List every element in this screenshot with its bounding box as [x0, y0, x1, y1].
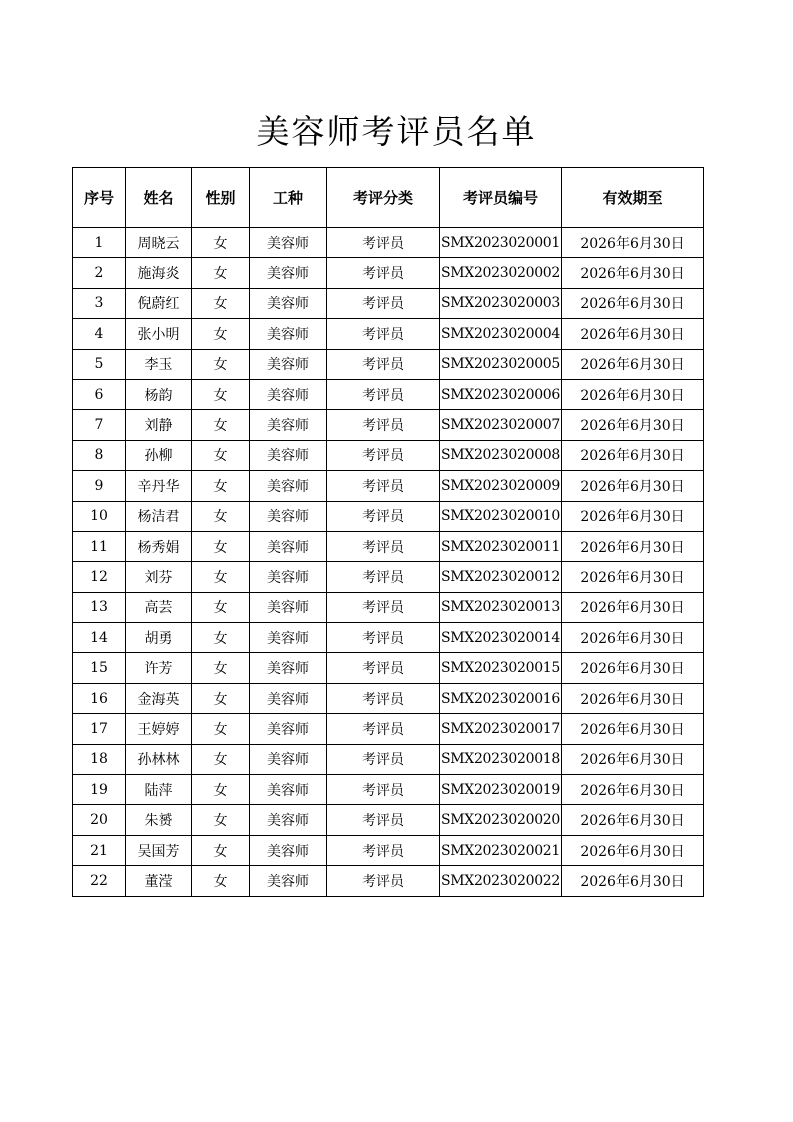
cell-valid-until: 2026年6月30日 [562, 410, 704, 440]
cell-no: 22 [73, 866, 126, 896]
cell-code: SMX2023020001 [440, 228, 562, 258]
table-row [73, 410, 704, 440]
cell-trade: 美容师 [250, 410, 327, 440]
table-row [73, 805, 704, 835]
cell-category: 考评员 [327, 683, 440, 713]
table-row [73, 683, 704, 713]
cell-trade: 美容师 [250, 623, 327, 653]
cell-name: 吴国芳 [126, 835, 192, 865]
cell-code: SMX2023020003 [440, 288, 562, 318]
cell-code: SMX2023020011 [440, 531, 562, 561]
cell-code: SMX2023020019 [440, 775, 562, 805]
cell-gender: 女 [192, 805, 250, 835]
cell-name: 陆萍 [126, 775, 192, 805]
cell-trade: 美容师 [250, 379, 327, 409]
table-row [73, 349, 704, 379]
cell-trade: 美容师 [250, 471, 327, 501]
cell-gender: 女 [192, 258, 250, 288]
cell-valid-until: 2026年6月30日 [562, 379, 704, 409]
cell-category: 考评员 [327, 228, 440, 258]
cell-gender: 女 [192, 501, 250, 531]
table-row [73, 228, 704, 258]
cell-code: SMX2023020014 [440, 623, 562, 653]
cell-valid-until: 2026年6月30日 [562, 775, 704, 805]
cell-gender: 女 [192, 683, 250, 713]
cell-gender: 女 [192, 562, 250, 592]
cell-gender: 女 [192, 623, 250, 653]
cell-category: 考评员 [327, 835, 440, 865]
cell-trade: 美容师 [250, 744, 327, 774]
cell-gender: 女 [192, 379, 250, 409]
cell-trade: 美容师 [250, 319, 327, 349]
cell-no: 12 [73, 562, 126, 592]
cell-code: SMX2023020020 [440, 805, 562, 835]
cell-trade: 美容师 [250, 592, 327, 622]
table-row [73, 501, 704, 531]
cell-valid-until: 2026年6月30日 [562, 592, 704, 622]
cell-valid-until: 2026年6月30日 [562, 562, 704, 592]
cell-trade: 美容师 [250, 531, 327, 561]
cell-gender: 女 [192, 349, 250, 379]
cell-name: 孙柳 [126, 440, 192, 470]
cell-valid-until: 2026年6月30日 [562, 319, 704, 349]
table-row [73, 288, 704, 318]
cell-category: 考评员 [327, 258, 440, 288]
cell-trade: 美容师 [250, 562, 327, 592]
table-row [73, 744, 704, 774]
cell-name: 孙林林 [126, 744, 192, 774]
cell-no: 21 [73, 835, 126, 865]
cell-category: 考评员 [327, 501, 440, 531]
cell-code: SMX2023020015 [440, 653, 562, 683]
cell-code: SMX2023020016 [440, 683, 562, 713]
cell-valid-until: 2026年6月30日 [562, 805, 704, 835]
cell-category: 考评员 [327, 653, 440, 683]
cell-trade: 美容师 [250, 714, 327, 744]
cell-gender: 女 [192, 288, 250, 318]
cell-trade: 美容师 [250, 805, 327, 835]
cell-trade: 美容师 [250, 866, 327, 896]
table-row [73, 562, 704, 592]
cell-name: 倪蔚红 [126, 288, 192, 318]
cell-code: SMX2023020005 [440, 349, 562, 379]
cell-gender: 女 [192, 775, 250, 805]
table-row [73, 623, 704, 653]
cell-category: 考评员 [327, 471, 440, 501]
table-row [73, 592, 704, 622]
table-row [73, 258, 704, 288]
cell-no: 14 [73, 623, 126, 653]
cell-category: 考评员 [327, 744, 440, 774]
cell-valid-until: 2026年6月30日 [562, 866, 704, 896]
cell-no: 3 [73, 288, 126, 318]
cell-trade: 美容师 [250, 288, 327, 318]
cell-category: 考评员 [327, 805, 440, 835]
cell-no: 10 [73, 501, 126, 531]
header-category: 考评分类 [327, 168, 440, 228]
cell-category: 考评员 [327, 623, 440, 653]
cell-name: 李玉 [126, 349, 192, 379]
cell-code: SMX2023020009 [440, 471, 562, 501]
cell-code: SMX2023020013 [440, 592, 562, 622]
cell-name: 张小明 [126, 319, 192, 349]
cell-gender: 女 [192, 592, 250, 622]
cell-valid-until: 2026年6月30日 [562, 714, 704, 744]
cell-gender: 女 [192, 744, 250, 774]
cell-trade: 美容师 [250, 683, 327, 713]
cell-valid-until: 2026年6月30日 [562, 623, 704, 653]
header-name: 姓名 [126, 168, 192, 228]
cell-no: 2 [73, 258, 126, 288]
table-row [73, 471, 704, 501]
cell-gender: 女 [192, 228, 250, 258]
header-row [73, 168, 704, 228]
cell-valid-until: 2026年6月30日 [562, 440, 704, 470]
cell-category: 考评员 [327, 440, 440, 470]
cell-no: 15 [73, 653, 126, 683]
cell-gender: 女 [192, 440, 250, 470]
cell-no: 4 [73, 319, 126, 349]
cell-category: 考评员 [327, 714, 440, 744]
cell-valid-until: 2026年6月30日 [562, 288, 704, 318]
cell-category: 考评员 [327, 379, 440, 409]
cell-no: 17 [73, 714, 126, 744]
cell-category: 考评员 [327, 592, 440, 622]
cell-valid-until: 2026年6月30日 [562, 653, 704, 683]
cell-no: 6 [73, 379, 126, 409]
cell-code: SMX2023020012 [440, 562, 562, 592]
cell-category: 考评员 [327, 866, 440, 896]
table-row [73, 835, 704, 865]
cell-valid-until: 2026年6月30日 [562, 471, 704, 501]
cell-no: 20 [73, 805, 126, 835]
cell-gender: 女 [192, 471, 250, 501]
table-row [73, 531, 704, 561]
cell-code: SMX2023020022 [440, 866, 562, 896]
table-body [73, 228, 704, 897]
cell-category: 考评员 [327, 531, 440, 561]
cell-name: 杨韵 [126, 379, 192, 409]
cell-trade: 美容师 [250, 258, 327, 288]
cell-name: 金海英 [126, 683, 192, 713]
cell-no: 19 [73, 775, 126, 805]
cell-name: 刘静 [126, 410, 192, 440]
cell-name: 杨秀娟 [126, 531, 192, 561]
cell-no: 5 [73, 349, 126, 379]
cell-trade: 美容师 [250, 835, 327, 865]
cell-category: 考评员 [327, 775, 440, 805]
table-header [73, 168, 704, 228]
table-row [73, 653, 704, 683]
cell-valid-until: 2026年6月30日 [562, 744, 704, 774]
cell-gender: 女 [192, 835, 250, 865]
cell-gender: 女 [192, 410, 250, 440]
cell-trade: 美容师 [250, 228, 327, 258]
cell-category: 考评员 [327, 288, 440, 318]
cell-code: SMX2023020017 [440, 714, 562, 744]
cell-name: 杨洁君 [126, 501, 192, 531]
cell-code: SMX2023020007 [440, 410, 562, 440]
cell-valid-until: 2026年6月30日 [562, 501, 704, 531]
cell-trade: 美容师 [250, 775, 327, 805]
page-title: 美容师考评员名单 [256, 112, 537, 151]
cell-name: 辛丹华 [126, 471, 192, 501]
cell-no: 8 [73, 440, 126, 470]
cell-valid-until: 2026年6月30日 [562, 683, 704, 713]
table-row [73, 319, 704, 349]
cell-trade: 美容师 [250, 501, 327, 531]
cell-gender: 女 [192, 653, 250, 683]
cell-name: 周晓云 [126, 228, 192, 258]
cell-code: SMX2023020018 [440, 744, 562, 774]
table-row [73, 440, 704, 470]
cell-name: 董滢 [126, 866, 192, 896]
cell-no: 9 [73, 471, 126, 501]
cell-no: 1 [73, 228, 126, 258]
table-row [73, 775, 704, 805]
cell-category: 考评员 [327, 319, 440, 349]
cell-name: 刘芬 [126, 562, 192, 592]
table-row [73, 714, 704, 744]
cell-category: 考评员 [327, 349, 440, 379]
header-trade: 工种 [250, 168, 327, 228]
cell-name: 胡勇 [126, 623, 192, 653]
header-code: 考评员编号 [440, 168, 562, 228]
cell-gender: 女 [192, 319, 250, 349]
cell-valid-until: 2026年6月30日 [562, 531, 704, 561]
examiner-table [72, 167, 704, 897]
cell-code: SMX2023020004 [440, 319, 562, 349]
cell-gender: 女 [192, 531, 250, 561]
cell-name: 施海炎 [126, 258, 192, 288]
cell-name: 高芸 [126, 592, 192, 622]
cell-valid-until: 2026年6月30日 [562, 349, 704, 379]
cell-no: 16 [73, 683, 126, 713]
cell-name: 王婷婷 [126, 714, 192, 744]
cell-name: 朱赟 [126, 805, 192, 835]
cell-category: 考评员 [327, 410, 440, 440]
cell-code: SMX2023020002 [440, 258, 562, 288]
cell-valid-until: 2026年6月30日 [562, 228, 704, 258]
header-valid-until: 有效期至 [562, 168, 704, 228]
cell-category: 考评员 [327, 562, 440, 592]
cell-gender: 女 [192, 714, 250, 744]
header-gender: 性别 [192, 168, 250, 228]
cell-no: 7 [73, 410, 126, 440]
cell-no: 13 [73, 592, 126, 622]
cell-code: SMX2023020008 [440, 440, 562, 470]
table-row [73, 866, 704, 896]
cell-code: SMX2023020006 [440, 379, 562, 409]
cell-no: 11 [73, 531, 126, 561]
cell-gender: 女 [192, 866, 250, 896]
cell-valid-until: 2026年6月30日 [562, 835, 704, 865]
table-row [73, 379, 704, 409]
header-no: 序号 [73, 168, 126, 228]
cell-trade: 美容师 [250, 653, 327, 683]
cell-name: 许芳 [126, 653, 192, 683]
cell-trade: 美容师 [250, 349, 327, 379]
cell-valid-until: 2026年6月30日 [562, 258, 704, 288]
cell-no: 18 [73, 744, 126, 774]
cell-code: SMX2023020021 [440, 835, 562, 865]
cell-code: SMX2023020010 [440, 501, 562, 531]
cell-trade: 美容师 [250, 440, 327, 470]
